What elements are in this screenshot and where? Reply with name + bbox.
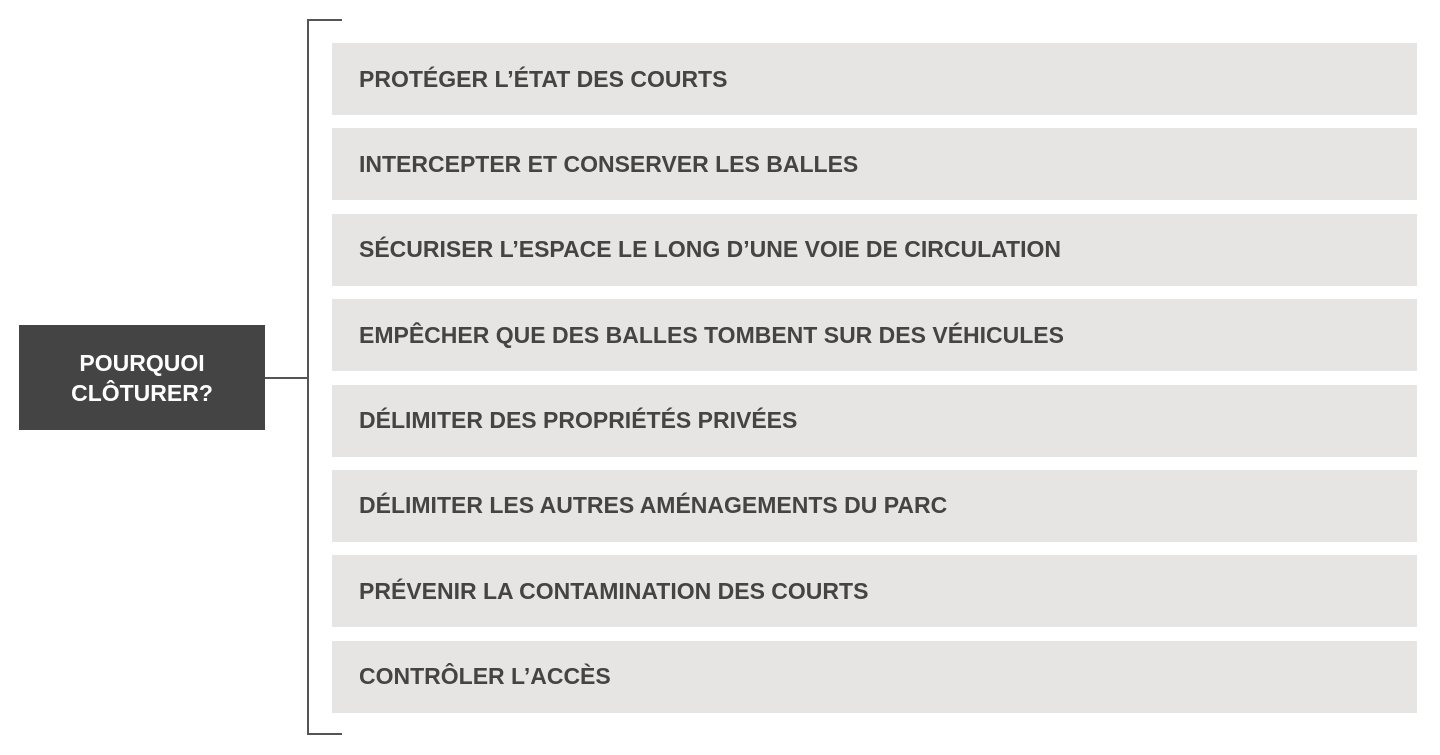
reason-item-park-facilities [332, 470, 1417, 542]
reason-label: CONTRÔLER L’ACCÈS [359, 663, 611, 690]
reason-label: SÉCURISER L’ESPACE LE LONG D’UNE VOIE DE CIRCULATION [359, 236, 1061, 263]
reason-label: INTERCEPTER ET CONSERVER LES BALLES [359, 150, 859, 177]
bracket-bottom-tick [307, 733, 342, 735]
reason-item-protect-courts [332, 43, 1417, 115]
root-node-label-line-2: CLÔTURER? [71, 379, 213, 406]
root-connector-line [265, 377, 309, 379]
reason-item-intercept-balls [332, 128, 1417, 200]
reason-label: DÉLIMITER DES PROPRIÉTÉS PRIVÉES [359, 407, 798, 434]
root-node-label-line-1: POURQUOI [79, 349, 205, 376]
bracket-top-tick [307, 19, 342, 21]
reason-label: PROTÉGER L’ÉTAT DES COURTS [359, 65, 728, 92]
reason-item-prevent-contamination [332, 555, 1417, 627]
reason-item-secure-road [332, 214, 1417, 286]
reason-label: DÉLIMITER LES AUTRES AMÉNAGEMENTS DU PARC [359, 492, 948, 519]
reason-list [332, 43, 1417, 713]
reason-label: EMPÊCHER QUE DES BALLES TOMBENT SUR DES VÉHICULES [359, 321, 1064, 348]
reason-label: PRÉVENIR LA CONTAMINATION DES COURTS [359, 577, 869, 604]
bracket-vertical-line [307, 19, 309, 735]
root-node [19, 325, 265, 430]
reason-item-private-properties [332, 385, 1417, 457]
reason-item-control-access [332, 641, 1417, 713]
reason-item-protect-vehicles [332, 299, 1417, 371]
